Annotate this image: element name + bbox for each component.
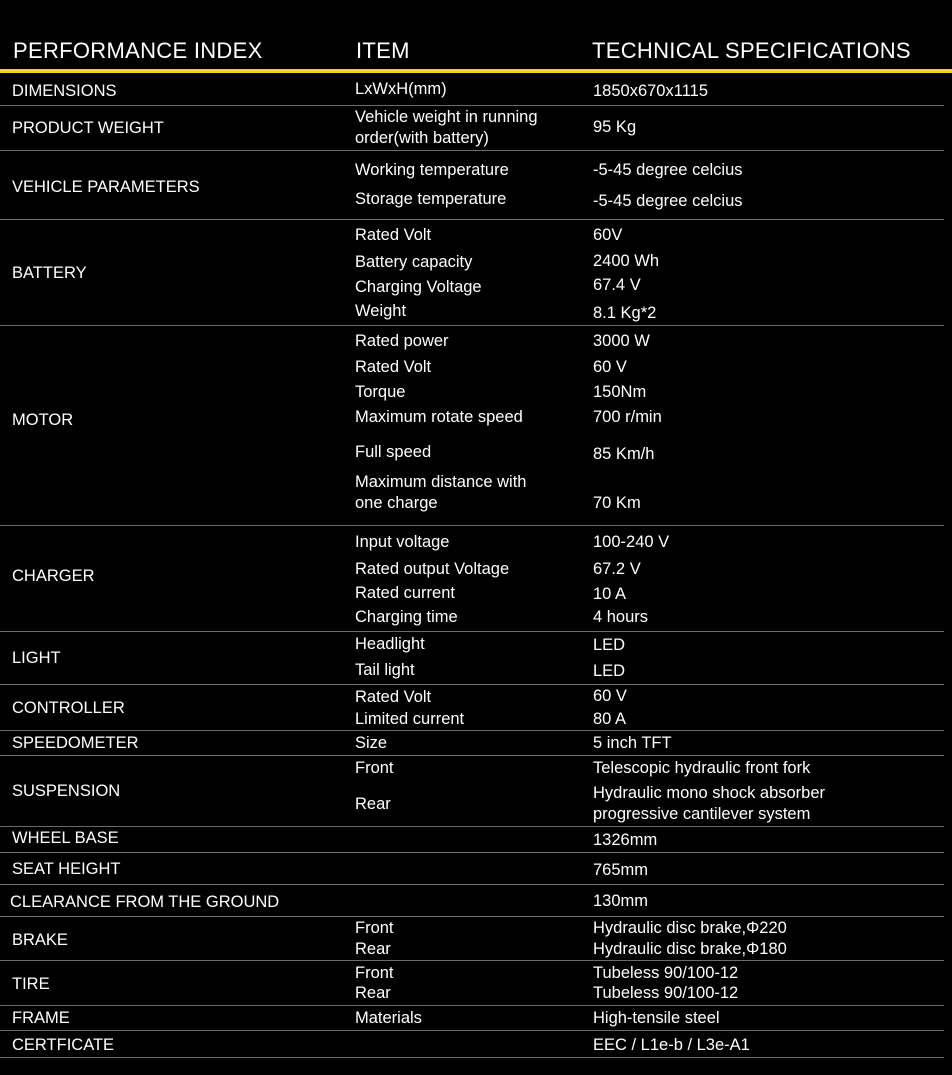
- row-divider: [0, 1005, 944, 1006]
- item-rated-current: Rated current: [355, 584, 455, 602]
- item-product-weight-1: Vehicle weight in running: [355, 108, 538, 126]
- spec-tire-front: Tubeless 90/100-12: [593, 964, 739, 982]
- item-tire-rear: Rear: [355, 984, 391, 1002]
- item-brake-front: Front: [355, 919, 394, 937]
- item-battery-rated-volt: Rated Volt: [355, 226, 432, 244]
- row-divider: [0, 960, 944, 961]
- item-input-voltage: Input voltage: [355, 533, 450, 551]
- spec-tire-rear: Tubeless 90/100-12: [593, 984, 739, 1002]
- row-label-wheel-base: WHEEL BASE: [12, 829, 119, 847]
- spec-torque: 150Nm: [593, 383, 647, 401]
- item-tail-light: Tail light: [355, 661, 415, 679]
- item-rated-power: Rated power: [355, 332, 449, 350]
- spec-brake-rear: Hydraulic disc brake,Φ180: [593, 940, 787, 958]
- item-tire-front: Front: [355, 964, 394, 982]
- item-motor-rated-volt: Rated Volt: [355, 358, 432, 376]
- spec-product-weight: 95 Kg: [593, 118, 637, 136]
- spec-motor-rated-volt: 60 V: [593, 358, 627, 376]
- row-label-product-weight: PRODUCT WEIGHT: [12, 119, 164, 137]
- row-label-controller: CONTROLLER: [12, 699, 125, 717]
- item-size: Size: [355, 734, 388, 752]
- spec-wheel-base: 1326mm: [593, 831, 658, 849]
- spec-working-temperature: -5-45 degree celcius: [593, 161, 743, 179]
- row-label-clearance: CLEARANCE FROM THE GROUND: [10, 893, 280, 911]
- row-divider: [0, 150, 944, 151]
- spec-controller-rated-volt: 60 V: [593, 687, 627, 705]
- item-product-weight-2: order(with battery): [355, 129, 489, 147]
- header-divider: [0, 69, 952, 73]
- item-max-distance-1: Maximum distance with: [355, 473, 527, 491]
- item-limited-current: Limited current: [355, 710, 465, 728]
- row-divider: [0, 219, 944, 220]
- item-battery-weight: Weight: [355, 302, 407, 320]
- row-label-brake: BRAKE: [12, 931, 68, 949]
- spec-clearance: 130mm: [593, 892, 649, 910]
- spec-storage-temperature: -5-45 degree celcius: [593, 192, 743, 210]
- item-headlight: Headlight: [355, 635, 425, 653]
- item-full-speed: Full speed: [355, 443, 432, 461]
- spec-tail-light: LED: [593, 662, 626, 680]
- header-item: ITEM: [356, 38, 410, 63]
- spec-suspension-front: Telescopic hydraulic front fork: [593, 759, 811, 777]
- item-materials: Materials: [355, 1009, 422, 1027]
- row-divider: [0, 826, 944, 827]
- row-label-dimensions: DIMENSIONS: [12, 82, 117, 100]
- spec-brake-front: Hydraulic disc brake,Φ220: [593, 919, 787, 937]
- row-divider: [0, 884, 944, 885]
- item-battery-capacity: Battery capacity: [355, 253, 473, 271]
- spec-certificate: EEC / L1e-b / L3e-A1: [593, 1036, 750, 1054]
- item-charging-voltage: Charging Voltage: [355, 278, 482, 296]
- row-label-light: LIGHT: [12, 649, 61, 667]
- spec-rated-output-voltage: 67.2 V: [593, 560, 641, 578]
- row-divider: [0, 916, 944, 917]
- item-working-temperature: Working temperature: [355, 161, 509, 179]
- spec-limited-current: 80 A: [593, 710, 627, 728]
- row-label-tire: TIRE: [12, 975, 50, 993]
- row-label-charger: CHARGER: [12, 567, 95, 585]
- spec-dimensions: 1850x670x1115: [593, 82, 708, 100]
- row-label-certificate: CERTFICATE: [12, 1036, 115, 1054]
- spec-seat-height: 765mm: [593, 861, 649, 879]
- spec-input-voltage: 100-240 V: [593, 533, 670, 551]
- row-divider: [0, 755, 944, 756]
- spec-battery-capacity: 2400 Wh: [593, 252, 660, 270]
- row-divider: [0, 525, 944, 526]
- item-dimensions: LxWxH(mm): [355, 80, 447, 98]
- row-divider: [0, 631, 944, 632]
- spec-suspension-rear-2: progressive cantilever system: [593, 805, 811, 823]
- item-max-rotate-speed: Maximum rotate speed: [355, 408, 523, 426]
- item-suspension-rear: Rear: [355, 795, 391, 813]
- row-label-motor: MOTOR: [12, 411, 74, 429]
- header-performance-index: PERFORMANCE INDEX: [13, 38, 263, 63]
- item-max-distance-2: one charge: [355, 494, 438, 512]
- spec-materials: High-tensile steel: [593, 1009, 720, 1027]
- item-suspension-front: Front: [355, 759, 394, 777]
- spec-max-rotate-speed: 700 r/min: [593, 408, 662, 426]
- spec-size: 5 inch TFT: [593, 734, 672, 752]
- item-storage-temperature: Storage temperature: [355, 190, 507, 208]
- spec-charging-voltage: 67.4 V: [593, 276, 641, 294]
- spec-charging-time: 4 hours: [593, 608, 649, 626]
- spec-rated-power: 3000 W: [593, 332, 650, 350]
- row-divider: [0, 325, 944, 326]
- spec-max-distance: 70 Km: [593, 494, 641, 512]
- row-label-seat-height: SEAT HEIGHT: [12, 860, 121, 878]
- header-technical-specifications: TECHNICAL SPECIFICATIONS: [592, 38, 911, 63]
- item-rated-output-voltage: Rated output Voltage: [355, 560, 510, 578]
- item-brake-rear: Rear: [355, 940, 391, 958]
- row-label-speedometer: SPEEDOMETER: [12, 734, 139, 752]
- item-controller-rated-volt: Rated Volt: [355, 688, 432, 706]
- row-divider: [0, 730, 944, 731]
- row-divider: [0, 105, 944, 106]
- row-divider: [0, 684, 944, 685]
- row-divider: [0, 852, 944, 853]
- item-charging-time: Charging time: [355, 608, 458, 626]
- spec-rated-current: 10 A: [593, 585, 627, 603]
- spec-suspension-rear-1: Hydraulic mono shock absorber: [593, 784, 826, 802]
- row-label-battery: BATTERY: [12, 264, 87, 282]
- spec-headlight: LED: [593, 636, 626, 654]
- row-divider: [0, 1057, 944, 1058]
- row-divider: [0, 1030, 944, 1031]
- row-label-vehicle-parameters: VEHICLE PARAMETERS: [12, 178, 200, 196]
- spec-full-speed: 85 Km/h: [593, 445, 655, 463]
- row-label-frame: FRAME: [12, 1009, 70, 1027]
- item-torque: Torque: [355, 383, 406, 401]
- row-label-suspension: SUSPENSION: [12, 782, 121, 800]
- spec-battery-rated-volt: 60V: [593, 226, 623, 244]
- spec-battery-weight: 8.1 Kg*2: [593, 304, 657, 322]
